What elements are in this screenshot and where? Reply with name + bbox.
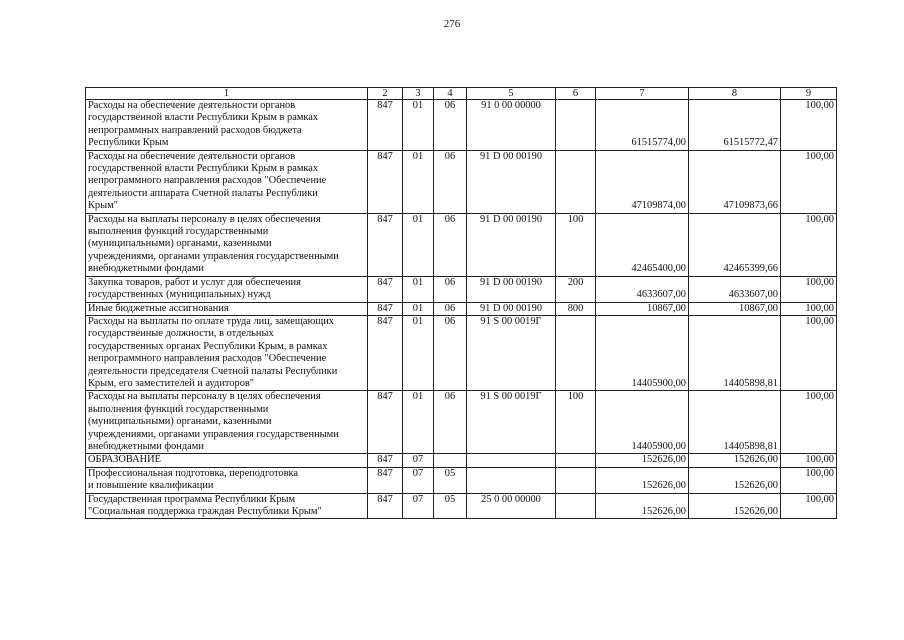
expense-type-cell [556,150,596,213]
expense-type-cell [556,493,596,519]
expense-type-cell: 100 [556,391,596,454]
table-row [86,315,837,390]
subsection-cell: 06 [434,100,467,151]
section-cell: 01 [403,100,434,151]
expense-type-cell [556,315,596,390]
plan-amount-cell: 61515774,00 [596,100,689,151]
admin-code-cell: 847 [368,454,403,467]
admin-code-cell: 847 [368,100,403,151]
header-cell: 1 [86,88,368,100]
row-description [86,315,368,390]
description-line: непрограммного направления расходов "Обеспечение [88,353,327,365]
expense-type-cell [556,454,596,467]
actual-amount-cell: 152626,00 [689,493,781,519]
table-row [86,150,837,213]
target-article-cell: 91 S 00 0019Г [467,315,556,390]
percent-cell: 100,00 [781,454,837,467]
description-line: и повышение квалификации [88,480,214,492]
subsection-cell: 06 [434,391,467,454]
target-article-cell: 91 D 00 00190 [467,276,556,302]
actual-amount-cell: 14405898,81 [689,315,781,390]
description-line: государственных (муниципальных) нужд [88,289,271,301]
actual-amount-cell: 152626,00 [689,454,781,467]
subsection-cell: 06 [434,150,467,213]
header-cell: 2 [368,88,403,100]
row-description [86,150,368,213]
admin-code-cell: 847 [368,150,403,213]
section-cell: 01 [403,213,434,276]
actual-amount-cell: 152626,00 [689,467,781,493]
plan-amount-cell: 47109874,00 [596,150,689,213]
description-line: Крым" [88,200,118,212]
description-line: Крым, его заместителей и аудиторов" [88,377,255,389]
section-cell: 01 [403,276,434,302]
description-line: ОБРАЗОВАНИЕ [88,454,162,466]
percent-cell: 100,00 [781,391,837,454]
actual-amount-cell: 47109873,66 [689,150,781,213]
description-line: Расходы на выплаты персоналу в целях обеспечения [88,213,321,225]
row-description [86,213,368,276]
subsection-cell: 06 [434,213,467,276]
row-description [86,493,368,519]
subsection-cell: 06 [434,276,467,302]
admin-code-cell: 847 [368,391,403,454]
subsection-cell: 05 [434,467,467,493]
description-line: выполнения функций государственными [88,403,269,415]
plan-amount-cell: 14405900,00 [596,315,689,390]
expense-type-cell [556,100,596,151]
target-article-cell: 91 0 00 00000 [467,100,556,151]
table-row [86,493,837,519]
target-article-cell: 91 S 00 0019Г [467,391,556,454]
section-cell: 01 [403,315,434,390]
row-description [86,302,368,315]
actual-amount-cell: 10867,00 [689,302,781,315]
section-cell: 07 [403,454,434,467]
description-line: Государственная программа Республики Крым [88,493,296,505]
table-row [86,302,837,315]
description-line: непрограммного направления расходов "Обеспечение [88,175,327,187]
table-row [86,100,837,151]
description-line: Закупка товаров, работ и услуг для обеспечения [88,276,301,288]
description-line: Расходы на обеспечение деятельности органов [88,100,296,111]
description-line: учреждениями, органами управления государственными [88,428,339,440]
target-article-cell [467,454,556,467]
description-line: государственные должности, в отдельных [88,328,274,340]
section-cell: 01 [403,391,434,454]
actual-amount-cell: 14405898,81 [689,391,781,454]
description-line: Расходы на обеспечение деятельности органов [88,150,296,162]
expense-type-cell [556,467,596,493]
plan-amount-cell: 152626,00 [596,454,689,467]
subsection-cell: 06 [434,302,467,315]
table-row [86,467,837,493]
header-cell: 6 [556,88,596,100]
target-article-cell: 91 D 00 00190 [467,150,556,213]
description-line: (муниципальными) органами, казенными [88,416,272,428]
plan-amount-cell: 4633607,00 [596,276,689,302]
percent-cell: 100,00 [781,150,837,213]
target-article-cell: 25 0 00 00000 [467,493,556,519]
target-article-cell [467,467,556,493]
description-line: учреждениями, органами управления государственными [88,250,339,262]
actual-amount-cell: 4633607,00 [689,276,781,302]
row-description [86,454,368,467]
plan-amount-cell: 152626,00 [596,467,689,493]
header-cell: 7 [596,88,689,100]
description-line: внебюджетными фондами [88,440,204,452]
table-row [86,454,837,467]
percent-cell: 100,00 [781,315,837,390]
expense-type-cell: 800 [556,302,596,315]
subsection-cell: 06 [434,315,467,390]
expense-type-cell: 100 [556,213,596,276]
percent-cell: 100,00 [781,302,837,315]
section-cell: 07 [403,493,434,519]
page-number: 276 [443,18,461,30]
description-line: государственных органах Республики Крым, в рамках [88,340,328,352]
admin-code-cell: 847 [368,493,403,519]
admin-code-cell: 847 [368,315,403,390]
description-line: государственной власти Республики Крым в рамках [88,112,319,124]
section-cell: 01 [403,150,434,213]
description-line: Профессиональная подготовка, переподготовка [88,467,299,479]
percent-cell: 100,00 [781,276,837,302]
admin-code-cell: 847 [368,467,403,493]
percent-cell: 100,00 [781,213,837,276]
description-line: государственной власти Республики Крым в рамках [88,163,319,175]
percent-cell: 100,00 [781,467,837,493]
percent-cell: 100,00 [781,100,837,151]
description-line: деятельности председателя Счетной палаты Республики [88,365,338,377]
description-line: выполнения функций государственными [88,226,269,238]
row-description [86,391,368,454]
description-line: Республики Крым [88,137,169,149]
admin-code-cell: 847 [368,276,403,302]
header-row [86,88,837,100]
header-cell: 9 [781,88,837,100]
plan-amount-cell: 42465400,00 [596,213,689,276]
section-cell: 01 [403,302,434,315]
table-row [86,213,837,276]
description-line: Иные бюджетные ассигнования [88,302,229,314]
plan-amount-cell: 152626,00 [596,493,689,519]
description-line: Расходы на выплаты персоналу в целях обеспечения [88,391,321,403]
subsection-cell: 05 [434,493,467,519]
table-row [86,276,837,302]
header-cell: 3 [403,88,434,100]
description-line: Расходы на выплаты по оплате труда лиц, замещающих [88,315,334,327]
description-line: внебюджетными фондами [88,263,204,275]
budget-table [85,87,837,519]
description-line: деятельности аппарата Счетной палаты Республики [88,187,318,199]
row-description [86,100,368,151]
table-row [86,391,837,454]
row-description [86,467,368,493]
description-line: "Социальная поддержка граждан Республики Крым" [88,506,322,517]
admin-code-cell: 847 [368,302,403,315]
actual-amount-cell: 61515772,47 [689,100,781,151]
plan-amount-cell: 10867,00 [596,302,689,315]
header-cell: 4 [434,88,467,100]
description-line: (муниципальными) органами, казенными [88,238,272,250]
subsection-cell [434,454,467,467]
row-description [86,276,368,302]
percent-cell: 100,00 [781,493,837,519]
actual-amount-cell: 42465399,66 [689,213,781,276]
header-cell: 5 [467,88,556,100]
description-line: непрограммных направлений расходов бюджета [88,124,302,136]
expense-type-cell: 200 [556,276,596,302]
admin-code-cell: 847 [368,213,403,276]
target-article-cell: 91 D 00 00190 [467,302,556,315]
target-article-cell: 91 D 00 00190 [467,213,556,276]
plan-amount-cell: 14405900,00 [596,391,689,454]
header-cell: 8 [689,88,781,100]
section-cell: 07 [403,467,434,493]
